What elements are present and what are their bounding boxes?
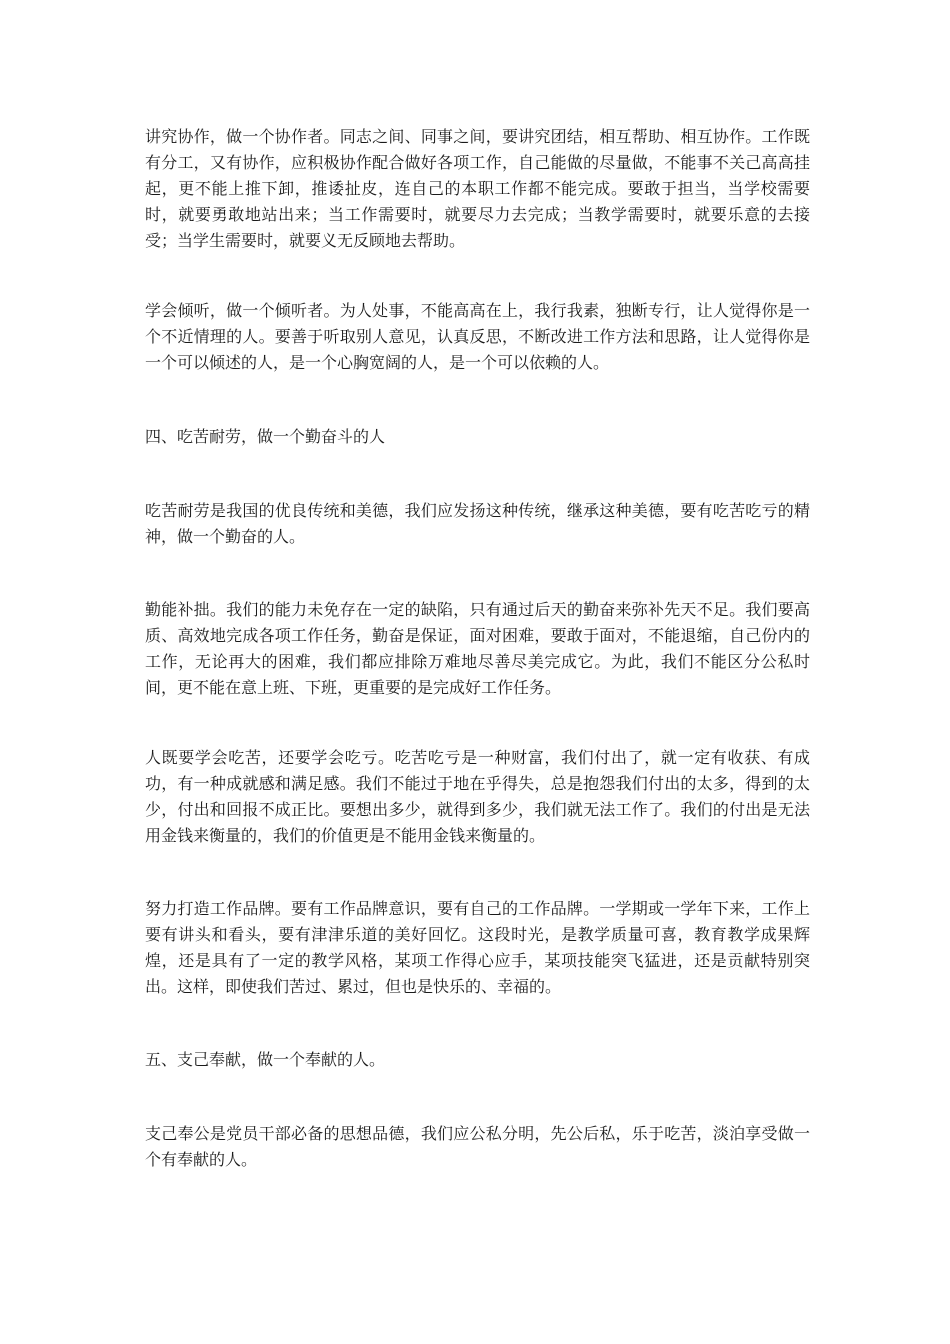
- section-heading-four: 四、吃苦耐劳，做一个勤奋斗的人: [145, 427, 386, 446]
- paragraph-diligence: 勤能补拙。我们的能力未免存在一定的缺陷，只有通过后天的勤奋来弥补先天不足。我们要高质、高效地完成各项工作任务，勤奋是保证，面对困难，要敢于面对，不能退缩，自己份内的工作，无论再大的困难，我们都应排除万难地尽善尽美完成它。为此，我们不能区分公私时间，更不能在意上班、下班，更重要的是完成好工作任务。: [145, 600, 810, 697]
- section-heading-five: 五、支己奉献，做一个奉献的人。: [145, 1050, 386, 1069]
- paragraph-suffering: 人既要学会吃苦，还要学会吃亏。吃苦吃亏是一种财富，我们付出了，就一定有收获、有成功，有一种成就感和满足感。我们不能过于地在乎得失，总是抱怨我们付出的太多，得到的太少，付出和回报不成正比。要想出多少，就得到多少，我们就无法工作了。我们的付出是无法用金钱来衡量的，我们的价值更是不能用金钱来衡量的。: [145, 748, 810, 845]
- paragraph-cooperation: 讲究协作，做一个协作者。同志之间、同事之间，要讲究团结，相互帮助、相互协作。工作既有分工，又有协作，应积极协作配合做好各项工作，自己能做的尽量做，不能事不关己高高挂起，更不能上推下卸，推诿扯皮，连自己的本职工作都不能完成。要敢于担当，当学校需要时，就要勇敢地站出来；当工作需要时，就要尽力去完成；当教学需要时，就要乐意的去接受；当学生需要时，就要义无反顾地去帮助。: [145, 127, 810, 250]
- paragraph-listening: 学会倾听，做一个倾听者。为人处事，不能高高在上，我行我素，独断专行，让人觉得你是一个不近情理的人。要善于听取别人意见，认真反思，不断改进工作方法和思路，让人觉得你是一个可以倾述的人，是一个心胸宽阔的人，是一个可以依赖的人。: [145, 301, 810, 372]
- paragraph-work-brand: 努力打造工作品牌。要有工作品牌意识，要有自己的工作品牌。一学期或一学年下来，工作上要有讲头和看头，要有津津乐道的美好回忆。这段时光，是教学质量可喜，教育教学成果辉煌，还是具有了一定的教学风格，某项工作得心应手，某项技能突飞猛进，还是贡献特别突出。这样，即使我们苦过、累过，但也是快乐的、幸福的。: [145, 899, 810, 996]
- paragraph-dedication: 支己奉公是党员干部必备的思想品德，我们应公私分明，先公后私，乐于吃苦，淡泊享受做一个有奉献的人。: [145, 1124, 810, 1169]
- paragraph-hardworking: 吃苦耐劳是我国的优良传统和美德，我们应发扬这种传统，继承这种美德，要有吃苦吃亏的精神，做一个勤奋的人。: [145, 501, 810, 546]
